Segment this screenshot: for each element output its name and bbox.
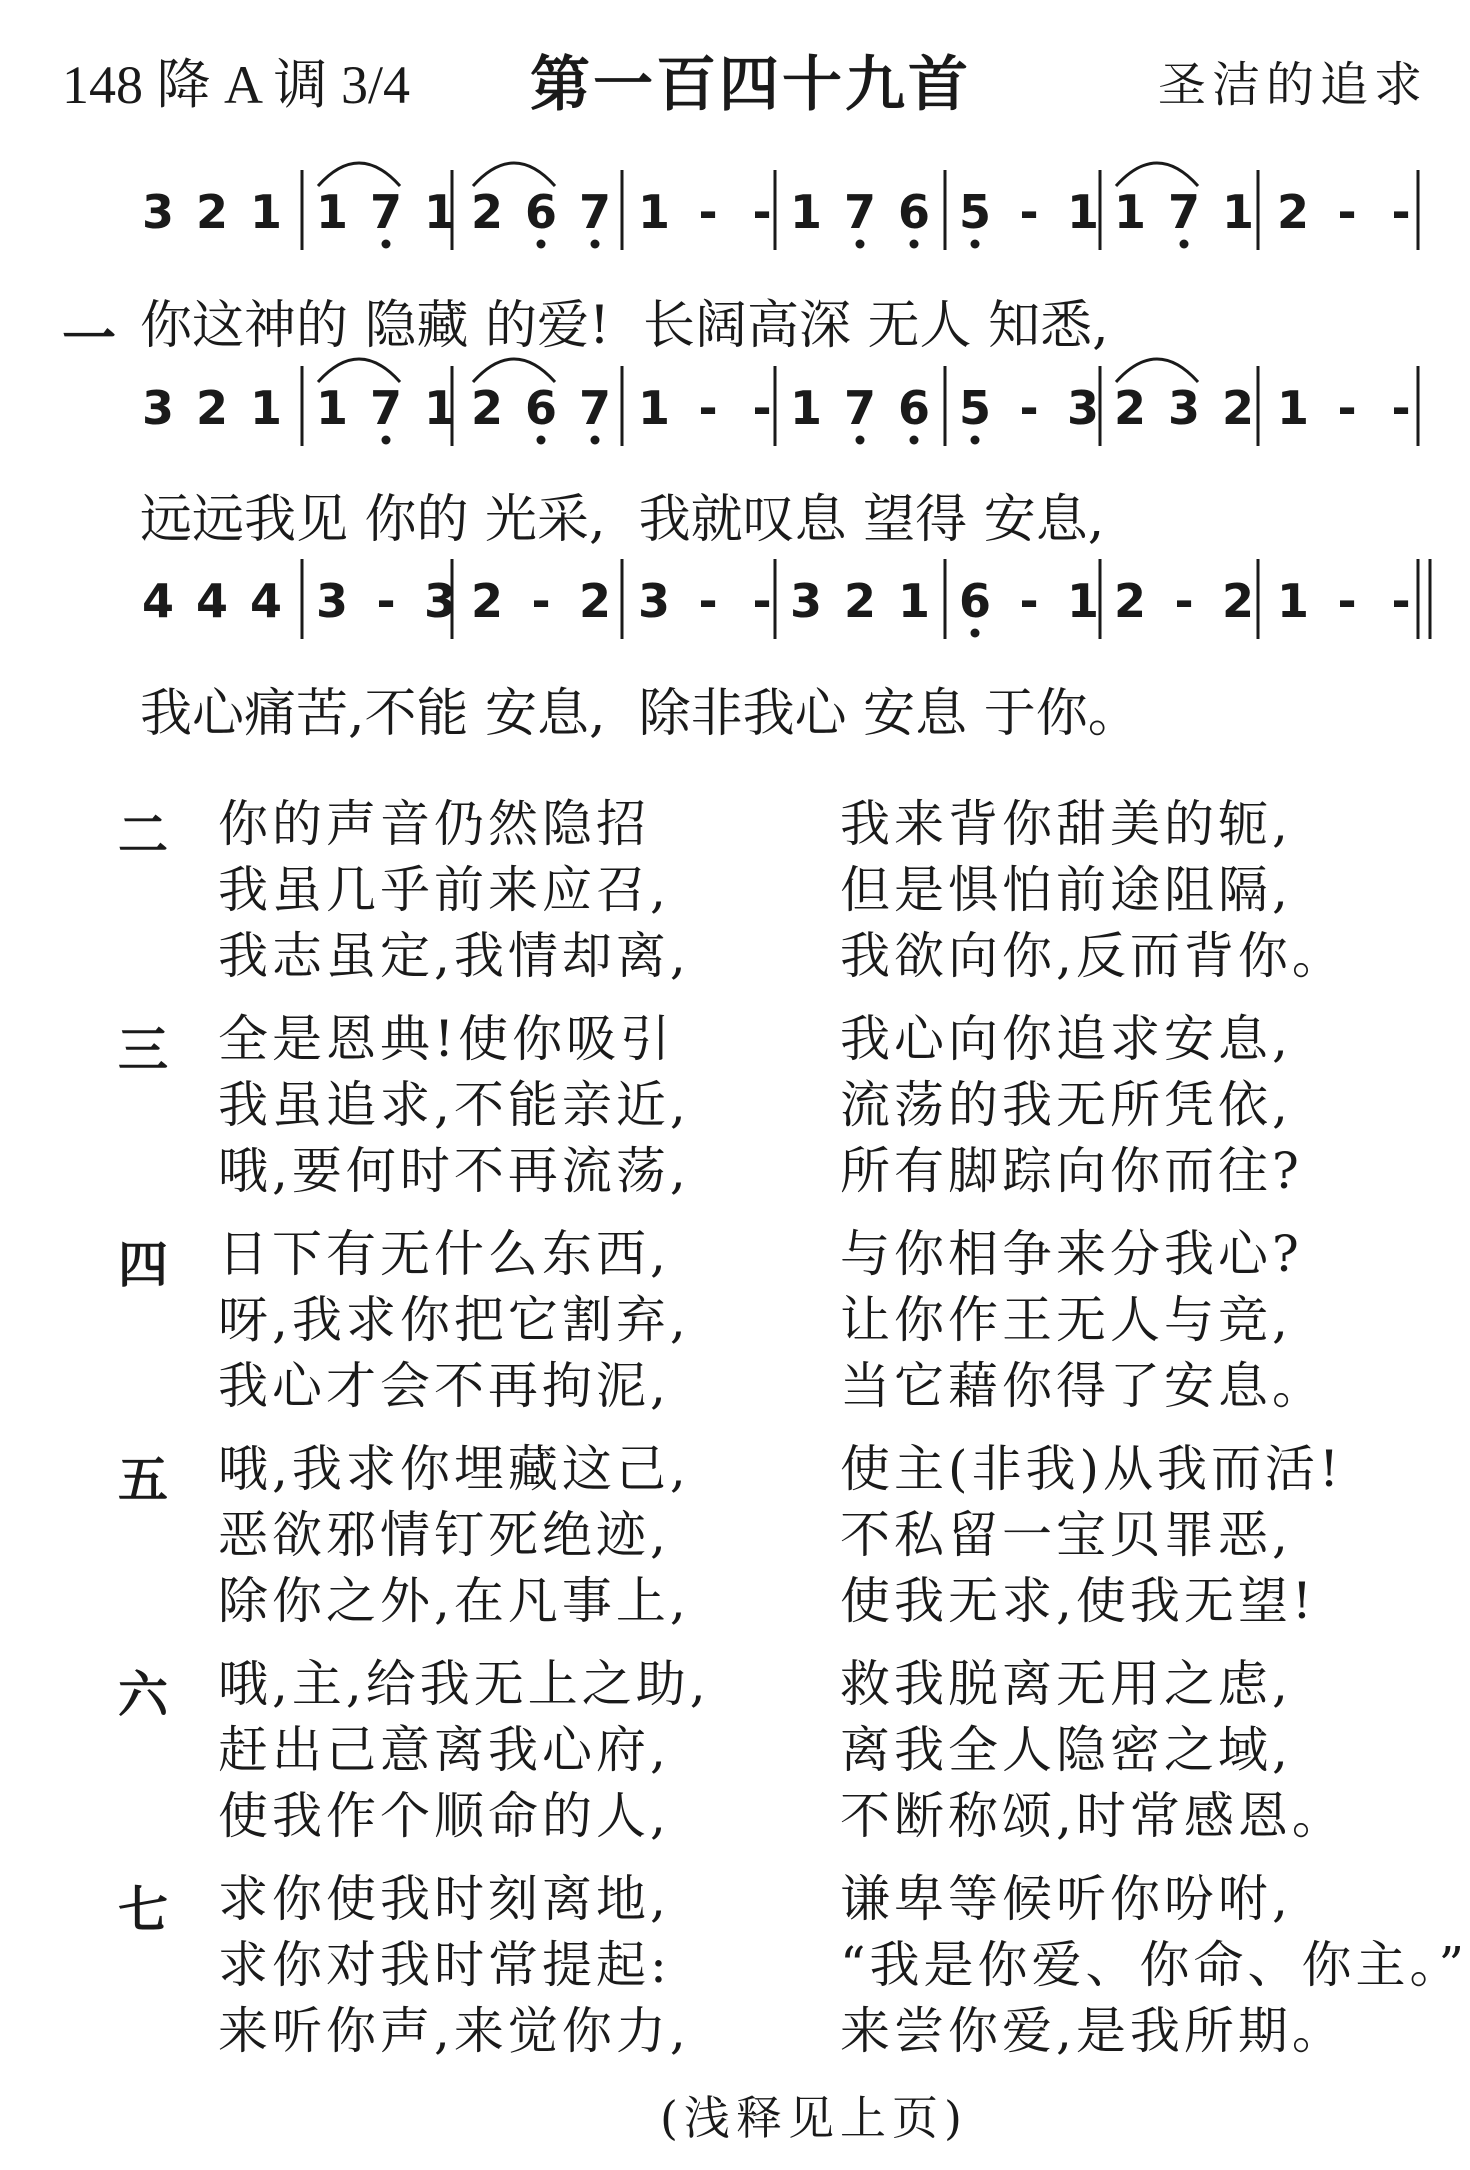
note-3: 3 [315, 574, 349, 628]
note-6: 6 [524, 185, 558, 239]
duration-dash: - [1019, 381, 1039, 435]
lower-octave-dot [856, 436, 865, 445]
note-7: 7 [578, 381, 612, 435]
duration-dash: - [698, 381, 718, 435]
lyric-line: 你这神的 隐藏 的爱! 长阔高深 无人 知悉, [140, 296, 1109, 356]
note-1: 1 [315, 381, 349, 435]
verse-number: 六 [118, 1666, 168, 1724]
verse-line: 我志虽定,我情却离, [218, 927, 690, 985]
hymn-subtitle: 圣洁的追求 [1157, 57, 1428, 113]
verse-line: 流荡的我无所凭依, [840, 1076, 1292, 1134]
note-2: 2 [195, 381, 229, 435]
note-7: 7 [843, 185, 877, 239]
duration-dash: - [752, 574, 772, 628]
verse-number: 五 [118, 1451, 168, 1509]
footer-note: (浅释见上页) [660, 2091, 968, 2145]
note-1: 1 [315, 185, 349, 239]
verse-line: 我心才会不再拘泥, [218, 1357, 670, 1415]
duration-dash: - [1174, 574, 1194, 628]
note-5: 5 [958, 185, 992, 239]
note-2: 2 [1113, 574, 1147, 628]
verse-line: 所有脚踪向你而往? [840, 1142, 1303, 1200]
note-7: 7 [843, 381, 877, 435]
duration-dash: - [698, 185, 718, 239]
verse-line: 我虽追求,不能亲近, [218, 1076, 690, 1134]
note-2: 2 [1113, 381, 1147, 435]
note-1: 1 [1276, 381, 1310, 435]
note-2: 2 [843, 574, 877, 628]
duration-dash: - [752, 381, 772, 435]
slur-arc [473, 359, 555, 382]
verse-number: 二 [118, 806, 168, 864]
slur-arc [318, 359, 400, 382]
note-2: 2 [1221, 574, 1255, 628]
note-1: 1 [1276, 574, 1310, 628]
note-7: 7 [369, 381, 403, 435]
verse-number: 七 [118, 1881, 168, 1939]
slur-arc [1116, 359, 1198, 382]
verse-line: 来尝你爱,是我所期。 [840, 2002, 1346, 2060]
verse-line: 来听你声,来觉你力, [218, 2002, 690, 2060]
lower-octave-dot [1180, 240, 1189, 249]
verse-line: 我心向你追求安息, [840, 1010, 1292, 1068]
duration-dash: - [1019, 574, 1039, 628]
slur-arc [1116, 163, 1198, 186]
lower-octave-dot [382, 436, 391, 445]
slur-arc [318, 163, 400, 186]
numbered-notation-staff [0, 0, 1470, 760]
duration-dash: - [1337, 185, 1357, 239]
verse-line: 谦卑等候听你吩咐, [840, 1870, 1292, 1928]
lower-octave-dot [591, 436, 600, 445]
hymn-title: 第一百四十九首 [530, 50, 971, 120]
note-3: 3 [637, 574, 671, 628]
note-1: 1 [249, 381, 283, 435]
verse-line: 不私留一宝贝罪恶, [840, 1506, 1292, 1564]
verse-line: 日下有无什么东西, [218, 1225, 670, 1283]
duration-dash: - [1391, 185, 1411, 239]
note-2: 2 [470, 381, 504, 435]
duration-dash: - [1337, 574, 1357, 628]
note-1: 1 [789, 185, 823, 239]
note-3: 3 [423, 574, 457, 628]
note-7: 7 [578, 185, 612, 239]
duration-dash: - [698, 574, 718, 628]
verse-line: “我是你爱、你命、你主。” [840, 1936, 1469, 1994]
note-3: 3 [1167, 381, 1201, 435]
verse-line: 求你对我时常提起: [218, 1936, 671, 1994]
note-1: 1 [897, 574, 931, 628]
lower-octave-dot [910, 240, 919, 249]
note-3: 3 [141, 381, 175, 435]
verse-line: 呀,我求你把它割弃, [218, 1291, 690, 1349]
verse-line: 不断称颂,时常感恩。 [840, 1787, 1346, 1845]
verse-line: 我虽几乎前来应召, [218, 861, 670, 919]
note-1: 1 [637, 185, 671, 239]
duration-dash: - [376, 574, 396, 628]
verse-line: 求你使我时刻离地, [218, 1870, 670, 1928]
note-6: 6 [524, 381, 558, 435]
duration-dash: - [752, 185, 772, 239]
duration-dash: - [531, 574, 551, 628]
verse-line: 哦,主,给我无上之助, [218, 1655, 710, 1713]
note-7: 7 [1167, 185, 1201, 239]
note-2: 2 [195, 185, 229, 239]
duration-dash: - [1337, 381, 1357, 435]
note-6: 6 [897, 185, 931, 239]
verse-line: 当它藉你得了安息。 [840, 1357, 1326, 1415]
note-3: 3 [141, 185, 175, 239]
verse-line: 我欲向你,反而背你。 [840, 927, 1346, 985]
verse-line: 使主(非我)从我而活! [840, 1440, 1344, 1498]
verse-line: 恶欲邪情钉死绝迹, [218, 1506, 670, 1564]
note-1: 1 [1066, 574, 1100, 628]
lower-octave-dot [591, 240, 600, 249]
note-2: 2 [1276, 185, 1310, 239]
note-1: 1 [423, 381, 457, 435]
verse-line: 使我作个顺命的人, [218, 1787, 670, 1845]
verse-line: 但是惧怕前途阻隔, [840, 861, 1292, 919]
lower-octave-dot [537, 436, 546, 445]
verse-line: 你的声音仍然隐招 [218, 795, 650, 853]
lower-octave-dot [971, 436, 980, 445]
note-3: 3 [1066, 381, 1100, 435]
note-4: 4 [249, 574, 283, 628]
verse-line: 哦,我求你埋藏这己, [218, 1440, 690, 1498]
note-1: 1 [1113, 185, 1147, 239]
verse-line: 救我脱离无用之虑, [840, 1655, 1292, 1713]
lower-octave-dot [910, 436, 919, 445]
note-1: 1 [637, 381, 671, 435]
duration-dash: - [1391, 381, 1411, 435]
note-6: 6 [958, 574, 992, 628]
note-4: 4 [195, 574, 229, 628]
verse-number: 四 [118, 1236, 168, 1294]
lower-octave-dot [537, 240, 546, 249]
verse-line: 除你之外,在凡事上, [218, 1572, 690, 1630]
note-1: 1 [423, 185, 457, 239]
lower-octave-dot [971, 629, 980, 638]
verse-line: 赶出己意离我心府, [218, 1721, 670, 1779]
note-1: 1 [1066, 185, 1100, 239]
note-3: 3 [789, 574, 823, 628]
verse-line: 我来背你甜美的轭, [840, 795, 1292, 853]
slur-arc [473, 163, 555, 186]
note-6: 6 [897, 381, 931, 435]
verse-line: 让你作王无人与竞, [840, 1291, 1292, 1349]
note-2: 2 [470, 574, 504, 628]
note-5: 5 [958, 381, 992, 435]
verse-number: 三 [118, 1021, 168, 1079]
verse-line: 离我全人隐密之域, [840, 1721, 1292, 1779]
lower-octave-dot [856, 240, 865, 249]
duration-dash: - [1391, 574, 1411, 628]
note-2: 2 [578, 574, 612, 628]
lower-octave-dot [382, 240, 391, 249]
note-1: 1 [249, 185, 283, 239]
verse-line: 哦,要何时不再流荡, [218, 1142, 690, 1200]
note-4: 4 [141, 574, 175, 628]
lower-octave-dot [971, 240, 980, 249]
note-1: 1 [789, 381, 823, 435]
lyric-line: 我心痛苦,不能 安息, 除非我心 安息 于你。 [140, 684, 1140, 744]
note-2: 2 [470, 185, 504, 239]
lyric-line: 远远我见 你的 光采, 我就叹息 望得 安息, [140, 490, 1105, 550]
note-1: 1 [1221, 185, 1255, 239]
note-2: 2 [1221, 381, 1255, 435]
verse-line: 全是恩典!使你吸引 [218, 1010, 675, 1068]
verse-line: 使我无求,使我无望! [840, 1572, 1316, 1630]
verse-line: 与你相争来分我心? [840, 1225, 1303, 1283]
duration-dash: - [1019, 185, 1039, 239]
hymn-key-signature: 148 降 A 调 3/4 [62, 55, 411, 115]
note-7: 7 [369, 185, 403, 239]
verse-number: 一 [62, 307, 116, 370]
